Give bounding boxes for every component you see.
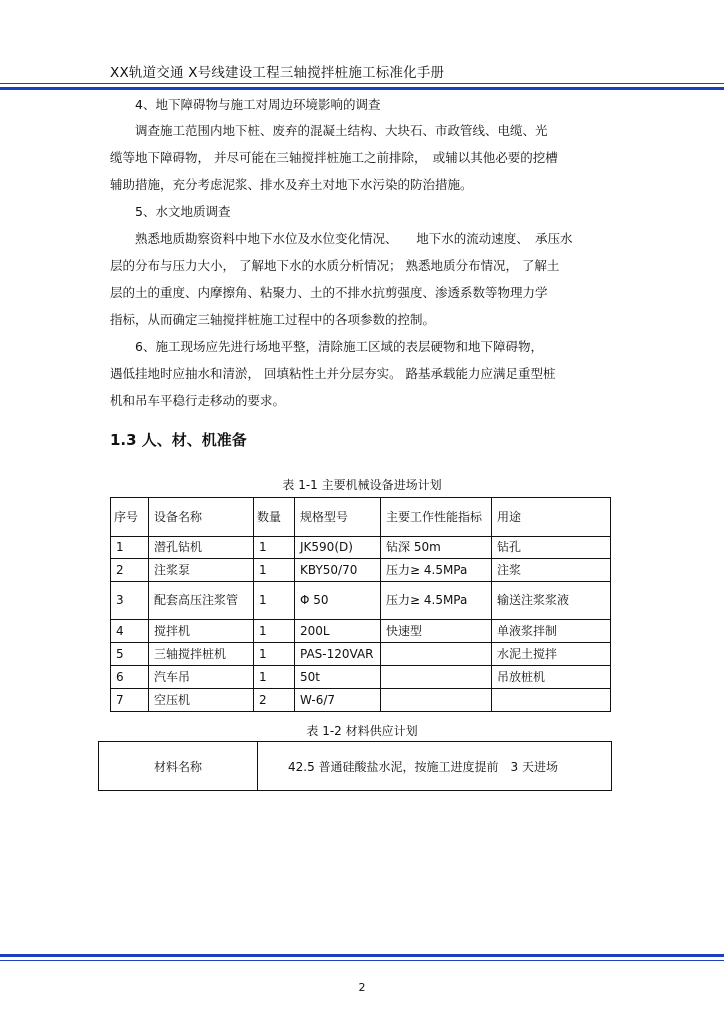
cell-qty: 1: [254, 537, 295, 559]
header-cell-name: 设备名称: [149, 498, 254, 537]
material-value-cell: 42.5 普通硅酸盐水泥，按施工进度提前 3 天进场: [258, 742, 612, 791]
cell-no: 4: [111, 620, 149, 643]
paragraph-line: 5、水文地质调查: [110, 204, 231, 219]
paragraph-line: 熟悉地质勘察资料中地下水位及水位变化情况、 地下水的流动速度、 承压水: [110, 231, 573, 246]
material-table-caption: 表 1-2 材料供应计划: [306, 724, 418, 738]
cell-model: KBY50/70: [295, 559, 381, 582]
header-cell-use: 用途: [492, 498, 611, 537]
running-header-title: XX轨道交通 X号线建设工程三轴搅拌桩施工标准化手册: [110, 65, 445, 81]
table-row: [111, 689, 611, 712]
table-row: [111, 666, 611, 689]
cell-model: PAS-120VAR: [295, 643, 381, 666]
table-row: [111, 620, 611, 643]
equipment-table-caption: 表 1-1 主要机械设备进场计划: [282, 478, 442, 492]
section-heading: 1.3 人、材、机准备: [110, 431, 247, 449]
cell-model: JK590(D): [295, 537, 381, 559]
table-header-row: [111, 498, 611, 537]
table-row: [111, 537, 611, 559]
cell-name: 汽车吊: [149, 666, 254, 689]
paragraph-line: 指标，从而确定三轴搅拌桩施工过程中的各项参数的控制。: [110, 312, 436, 327]
header-rule-thick: [0, 87, 724, 90]
header-cell-perf: 主要工作性能指标: [381, 498, 492, 537]
cell-no: 5: [111, 643, 149, 666]
cell-name: 潜孔钻机: [149, 537, 254, 559]
cell-qty: 1: [254, 559, 295, 582]
cell-no: 3: [111, 582, 149, 620]
material-label-cell: 材料名称: [99, 742, 258, 791]
cell-use: 吊放桩机: [492, 666, 611, 689]
cell-qty: 2: [254, 689, 295, 712]
cell-qty: 1: [254, 643, 295, 666]
cell-no: 2: [111, 559, 149, 582]
header-cell-model: 规格型号: [295, 498, 381, 537]
cell-qty: 1: [254, 582, 295, 620]
cell-name: 三轴搅拌桩机: [149, 643, 254, 666]
paragraph-line: 4、地下障碍物与施工对周边环境影响的调查: [110, 97, 381, 112]
header-cell-qty: 数量: [254, 498, 295, 537]
cell-perf: 钻深 50m: [381, 537, 492, 559]
cell-name: 搅拌机: [149, 620, 254, 643]
cell-name: 空压机: [149, 689, 254, 712]
table-row: [111, 559, 611, 582]
table-row: [111, 582, 611, 620]
cell-qty: 1: [254, 620, 295, 643]
equipment-table: [110, 497, 611, 712]
paragraph-line: 遇低挂地时应抽水和清淤， 回填粘性土并分层夯实。 路基承载能力应满足重型桩: [110, 366, 556, 381]
paragraph-line: 6、施工现场应先进行场地平整，清除施工区域的表层硬物和地下障碍物，: [110, 339, 543, 354]
material-table: [98, 741, 612, 791]
paragraph-line: 缆等地下障碍物， 并尽可能在三轴搅拌桩施工之前排除， 或辅以其他必要的挖槽: [110, 150, 558, 165]
cell-perf: [381, 666, 492, 689]
cell-perf: 压力≥ 4.5MPa: [381, 559, 492, 582]
cell-name: 配套高压注浆管: [149, 582, 254, 620]
footer-rule-thin: [0, 960, 724, 961]
cell-use: 水泥土搅拌: [492, 643, 611, 666]
paragraph-line: 层的分布与压力大小， 了解地下水的水质分析情况； 熟悉地质分布情况， 了解土: [110, 258, 560, 273]
footer-rule-thick: [0, 954, 724, 957]
header-cell-no: 序号: [111, 498, 149, 537]
cell-perf: 压力≥ 4.5MPa: [381, 582, 492, 620]
paragraph-line: 调查施工范围内地下桩、废弃的混凝土结构、大块石、市政管线、电缆、光: [110, 123, 548, 138]
cell-use: 注浆: [492, 559, 611, 582]
table-row: [111, 643, 611, 666]
cell-model: W-6/7: [295, 689, 381, 712]
paragraph-line: 辅助措施，充分考虑泥浆、排水及弃土对地下水污染的防治措施。: [110, 177, 473, 192]
header-rule-thin: [0, 83, 724, 84]
paragraph-line: 机和吊车平稳行走移动的要求。: [110, 393, 286, 408]
cell-use: [492, 689, 611, 712]
cell-model: Φ 50: [295, 582, 381, 620]
paragraph-line: 层的土的重度、内摩擦角、粘聚力、土的不排水抗剪强度、渗透系数等物理力学: [110, 285, 548, 300]
page-number: 2: [358, 981, 366, 994]
cell-no: 6: [111, 666, 149, 689]
cell-qty: 1: [254, 666, 295, 689]
cell-use: 单液浆拌制: [492, 620, 611, 643]
cell-perf: [381, 689, 492, 712]
cell-name: 注浆泵: [149, 559, 254, 582]
cell-perf: [381, 643, 492, 666]
table-row: [99, 742, 612, 791]
cell-perf: 快速型: [381, 620, 492, 643]
cell-model: 200L: [295, 620, 381, 643]
cell-no: 7: [111, 689, 149, 712]
cell-no: 1: [111, 537, 149, 559]
cell-use: 钻孔: [492, 537, 611, 559]
cell-use: 输送注浆浆液: [492, 582, 611, 620]
cell-model: 50t: [295, 666, 381, 689]
